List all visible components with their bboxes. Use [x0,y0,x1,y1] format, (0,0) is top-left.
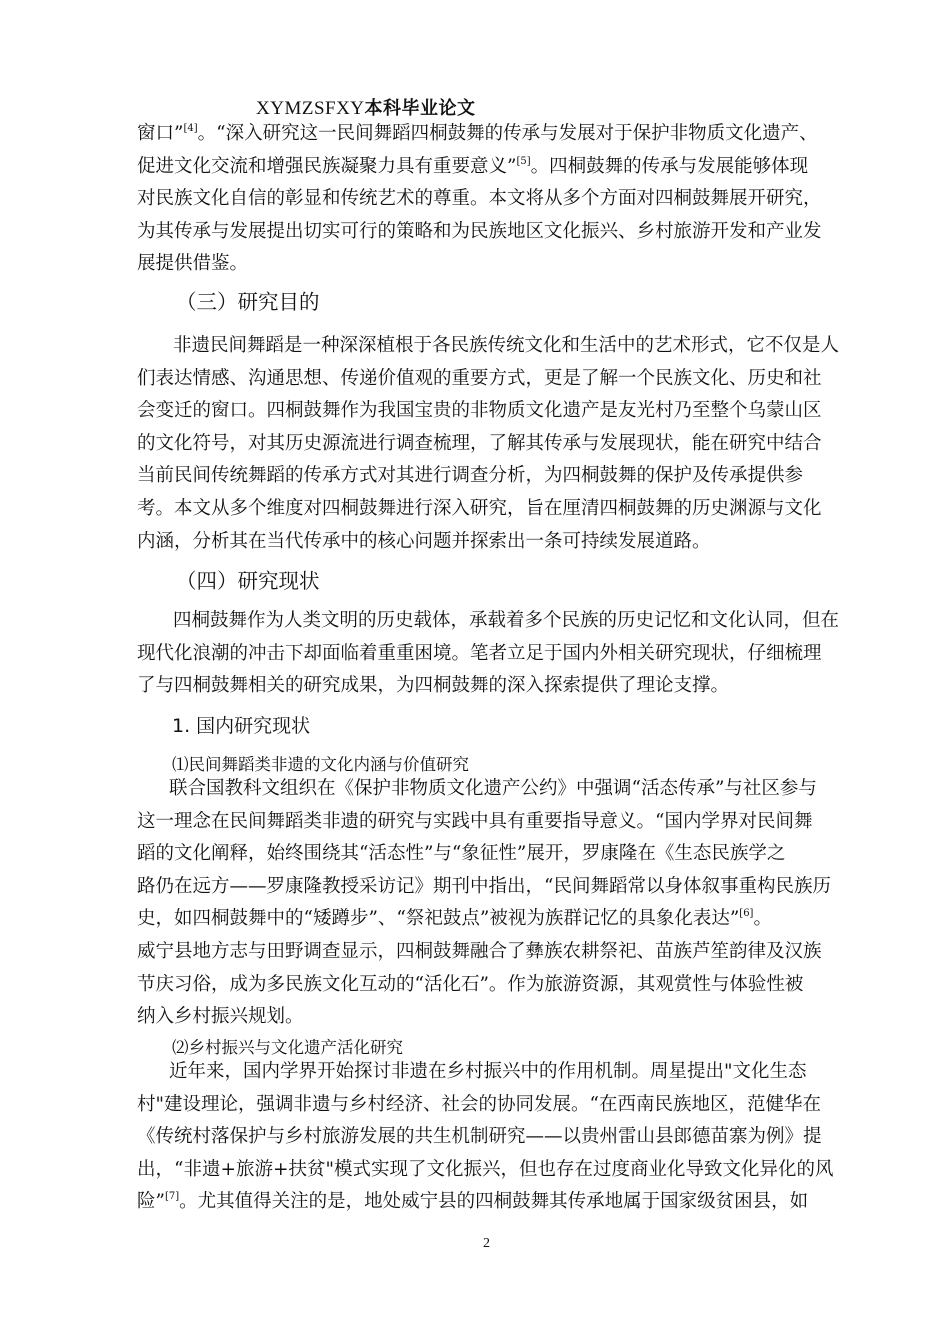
text-line: 出，“非遗+旅游+扶贫"模式实现了文化振兴，但也存在过度商业化导致文化异化的风 [137,1158,834,1180]
text-line: 联合国教科文组织在《保护非物质文化遗产公约》中强调“活态传承”与社区参与 [169,778,817,799]
text-line: 非遗民间舞蹈是一种深深植根于各民族传统文化和生活中的艺术形式，它不仅是人 [173,335,840,356]
text-line: 会变迁的窗口。四桐鼓舞作为我国宝贵的非物质文化遗产是友光村乃至整个乌蒙山区 [137,400,822,422]
intro-paragraph [137,118,822,281]
text-line: 《传统村落保护与乡村旅游发展的共生机制研究——以贵州雷山县郎德苗寨为例》提 [137,1126,822,1148]
text-line: 内涵，分析其在当代传承中的核心问题并探索出一条可持续发展道路。 [137,530,711,552]
header-code: XYMZSFXY [256,98,365,119]
text-line: 这一理念在民间舞蹈类非遗的研究与实践中具有重要指导意义。“国内学界对民间舞 [137,810,813,832]
subsubsection-heading-revitalization: ⑵乡村振兴与文化遗产活化研究 [172,1038,403,1057]
section-heading-status: （四）研究现状 [176,569,320,593]
subsubsection-heading-culture: ⑴民间舞蹈类非遗的文化内涵与价值研究 [172,755,469,774]
subsection-heading-domestic: 1. 国内研究现状 [172,715,311,737]
text-line: 路仍在远方——罗康隆教授采访记》期刊中指出，“民间舞蹈常以身体叙事重构民族历 [137,875,831,897]
status-paragraph [137,605,839,703]
text-line: 史，如四桐鼓舞中的“矮蹲步”、“祭祀鼓点”被视为族群记忆的具象化表达”[6]。 [137,908,772,930]
text-line: 险”[7]。尤其值得关注的是，地处威宁县的四桐鼓舞其传承地属于国家级贫困县，如 [137,1191,809,1213]
text-line: 蹈的文化阐释，始终围绕其“活态性”与“象征性”展开，罗康隆在《生态民族学之 [137,843,786,865]
text-line: 村"建设理论，强调非遗与乡村经济、社会的协同发展。“在西南民族地区，范健华在 [137,1093,821,1115]
revitalization-paragraph [137,1056,833,1219]
text-line: 威宁县地方志与田野调查显示，四桐鼓舞融合了彝族农耕祭祀、苗族芦笙韵律及汉族 [137,940,822,962]
text-line: 窗口”[4]。“深入研究这一民间舞蹈四桐鼓舞的传承与发展对于保护非物质文化遗产、 [137,123,818,144]
text-line: 四桐鼓舞作为人类文明的历史载体，承载着多个民族的历史记忆和文化认同，但在 [173,610,840,631]
text-line: 纳入乡村振兴规划。 [137,1006,304,1028]
text-line: 近年来，国内学界开始探讨非遗在乡村振兴中的作用机制。周星提出"文化生态 [169,1061,807,1082]
text-line: 节庆习俗，成为多民族文化互动的“活化石”。作为旅游资源，其观赏性与体验性被 [137,973,804,995]
text-line: 考。本文从多个维度对四桐鼓舞进行深入研究，旨在厘清四桐鼓舞的历史渊源与文化 [137,497,822,519]
header-title: 本科毕业论文 [364,98,476,119]
section-heading-purpose: （三）研究目的 [176,290,320,314]
page-header [256,94,476,120]
text-line: 了与四桐鼓舞相关的研究成果，为四桐鼓舞的深入探索提供了理论支撑。 [137,675,730,697]
text-line: 的文化符号，对其历史源流进行调查梳理，了解其传承与发展现状，能在研究中结合 [137,432,822,454]
culture-paragraph [137,773,831,1034]
text-line: 们表达情感、沟通思想、传递价值观的重要方式，更是了解一个民族文化、历史和社 [137,367,822,389]
text-line: 现代化浪潮的冲击下却面临着重重困境。笔者立足于国内外相关研究现状，仔细梳理 [137,642,822,664]
text-line: 展提供借鉴。 [137,253,249,275]
text-line: 对民族文化自信的彰显和传统艺术的尊重。本文将从多个方面对四桐鼓舞展开研究， [137,188,822,210]
page-number: 2 [483,1236,490,1251]
text-line: 为其传承与发展提出切实可行的策略和为民族地区文化振兴、乡村旅游开发和产业发 [137,220,822,242]
text-line: 促进文化交流和增强民族凝聚力具有重要意义”[5]。四桐鼓舞的传承与发展能够体现 [137,155,809,177]
text-line: 当前民间传统舞蹈的传承方式对其进行调查分析，为四桐鼓舞的保护及传承提供参 [137,465,804,487]
purpose-paragraph [137,330,839,558]
